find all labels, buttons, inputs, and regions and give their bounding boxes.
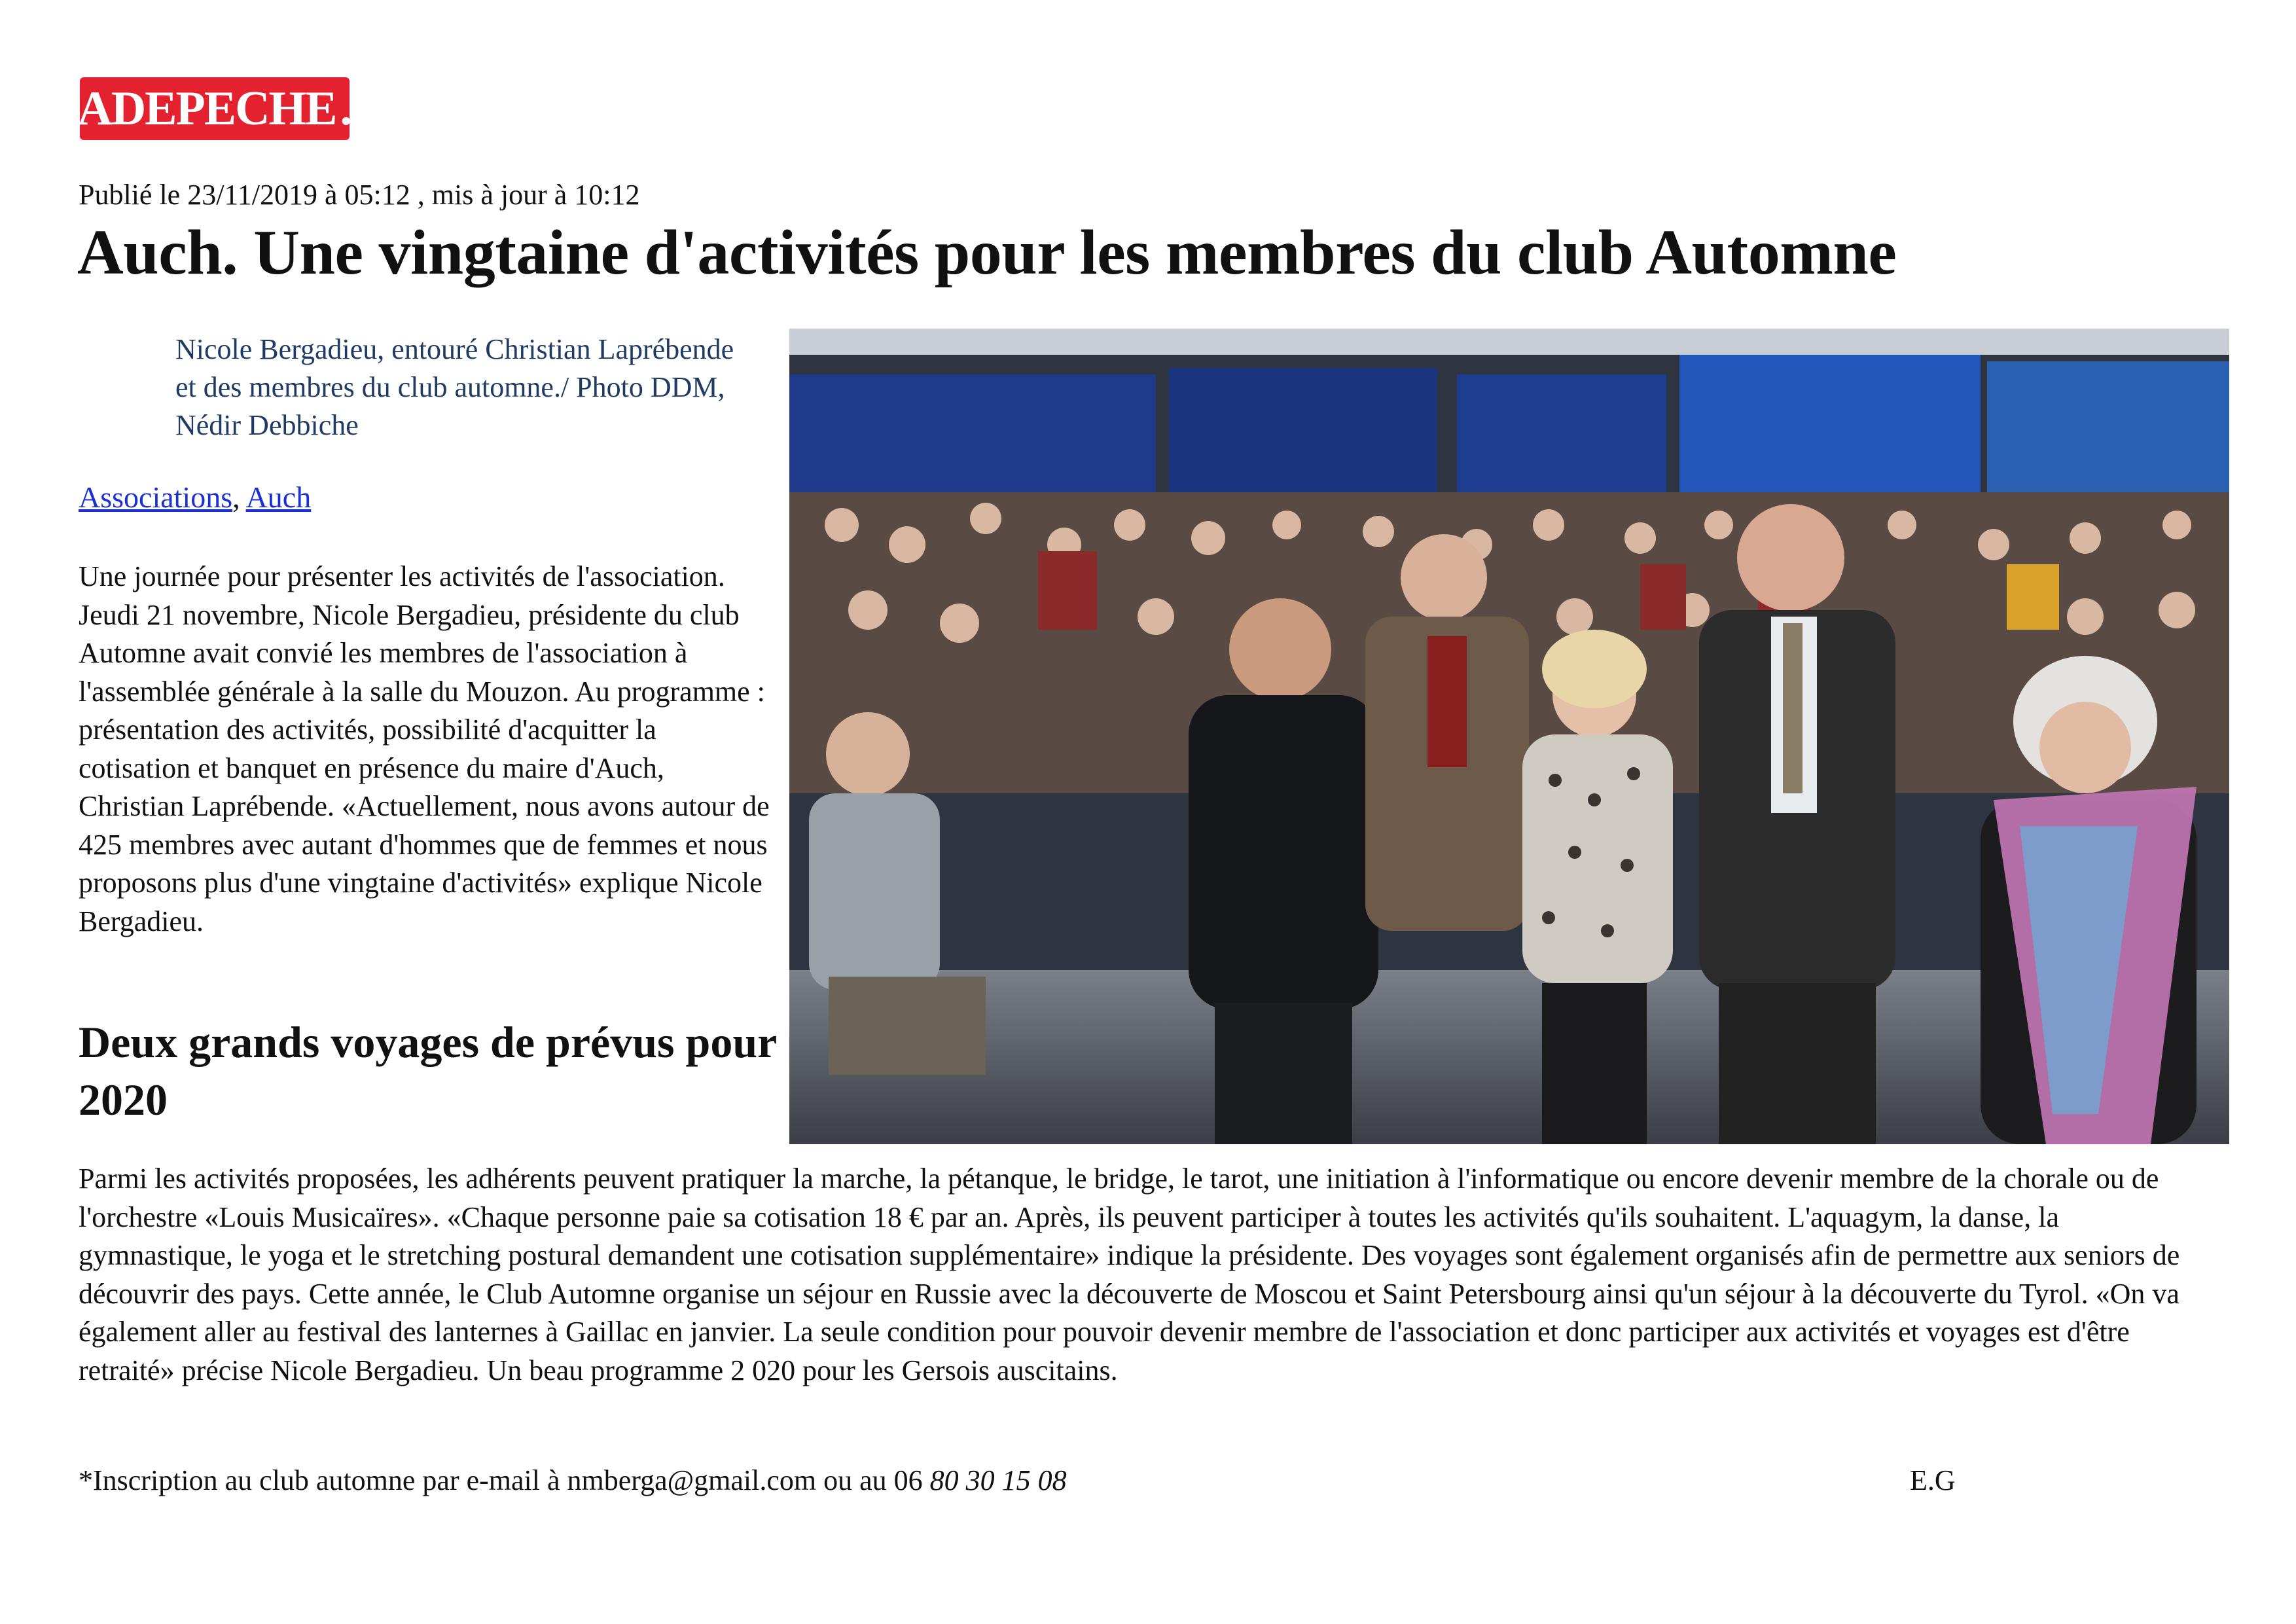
tag-separator: , bbox=[232, 480, 246, 514]
group-photo-illustration bbox=[789, 329, 2229, 1144]
tag-associations-link[interactable]: Associations bbox=[79, 480, 233, 514]
logo-dot: . bbox=[340, 81, 351, 135]
article-body: Parmi les activités proposées, les adhérents peuvent pratiquer la marche, la pétanque, le bridge, le tarot, une initiation à l'informatique ou encore devenir membre de la chorale ou de l'orchestre «Louis Musicaïres». «Chaque personne paie sa cotisation 18 € par an. Après, ils peuvent participer à toutes les activités qu'ils souhaitent. L'aquagym, la danse, la gymnastique, le yoga et le stretching postural demandent une cotisation supplémentaire» indique la présidente. Des voyages sont également organisés afin de permettre aux seniors de découvrir des pays. Cette année, le Club Automne organise un séjour en Russie avec la découverte de Moscou et Saint Petersbourg ainsi qu'un séjour à la découverte du Tyrol. «On va également aller au festival des lanternes à Gaillac en janvier. La seule condition pour pouvoir devenir membre de l'association et donc participer aux activités et voyages est d'être retraité» précise Nicole Bergadieu. Un beau programme 2 020 pour les Gersois auscitains. bbox=[79, 1163, 2180, 1386]
article-subheading: Deux grands voyages de prévus pour 2020 bbox=[79, 1017, 777, 1125]
site-logo[interactable] bbox=[46, 77, 384, 140]
footer-text: *Inscription au club automne par e-mail à nmberga@gmail.com ou au 06 bbox=[79, 1464, 930, 1496]
author-signature: E.G bbox=[1910, 1464, 1956, 1496]
article-photo bbox=[789, 329, 2229, 1144]
article-footer bbox=[79, 1464, 1067, 1497]
logo-suffix: fr bbox=[353, 83, 384, 134]
publish-date: Publié le 23/11/2019 à 05:12 , mis à jour à 10:12 bbox=[79, 179, 640, 211]
photo-caption: Nicole Bergadieu, entouré Christian Laprébende et des membres du club automne./ Photo DDM, Nédir Debbiche bbox=[175, 333, 734, 441]
footer-phone: 80 30 15 08 bbox=[929, 1464, 1067, 1496]
logo-name: LADEPECHE bbox=[46, 81, 336, 135]
tag-list bbox=[79, 480, 311, 514]
article-title: Auch. Une vingtaine d'activités pour les membres du club Automne bbox=[77, 217, 1897, 288]
article-lead: Une journée pour présenter les activités de l'association. Jeudi 21 novembre, Nicole Bergadieu, présidente du club Automne avait convié les membres de l'association à l'assemblée générale à la salle du Mouzon. Au programme : présentation des activités, possibilité d'acquitter la cotisation et banquet en présence du maire d'Auch, Christian Laprébende. «Actuellement, nous avons autour de 425 membres avec autant d'hommes que de femmes et nous proposons plus d'une vingtaine d'activités» explique Nicole Bergadieu. bbox=[79, 560, 770, 937]
tag-auch-link[interactable]: Auch bbox=[245, 480, 312, 514]
